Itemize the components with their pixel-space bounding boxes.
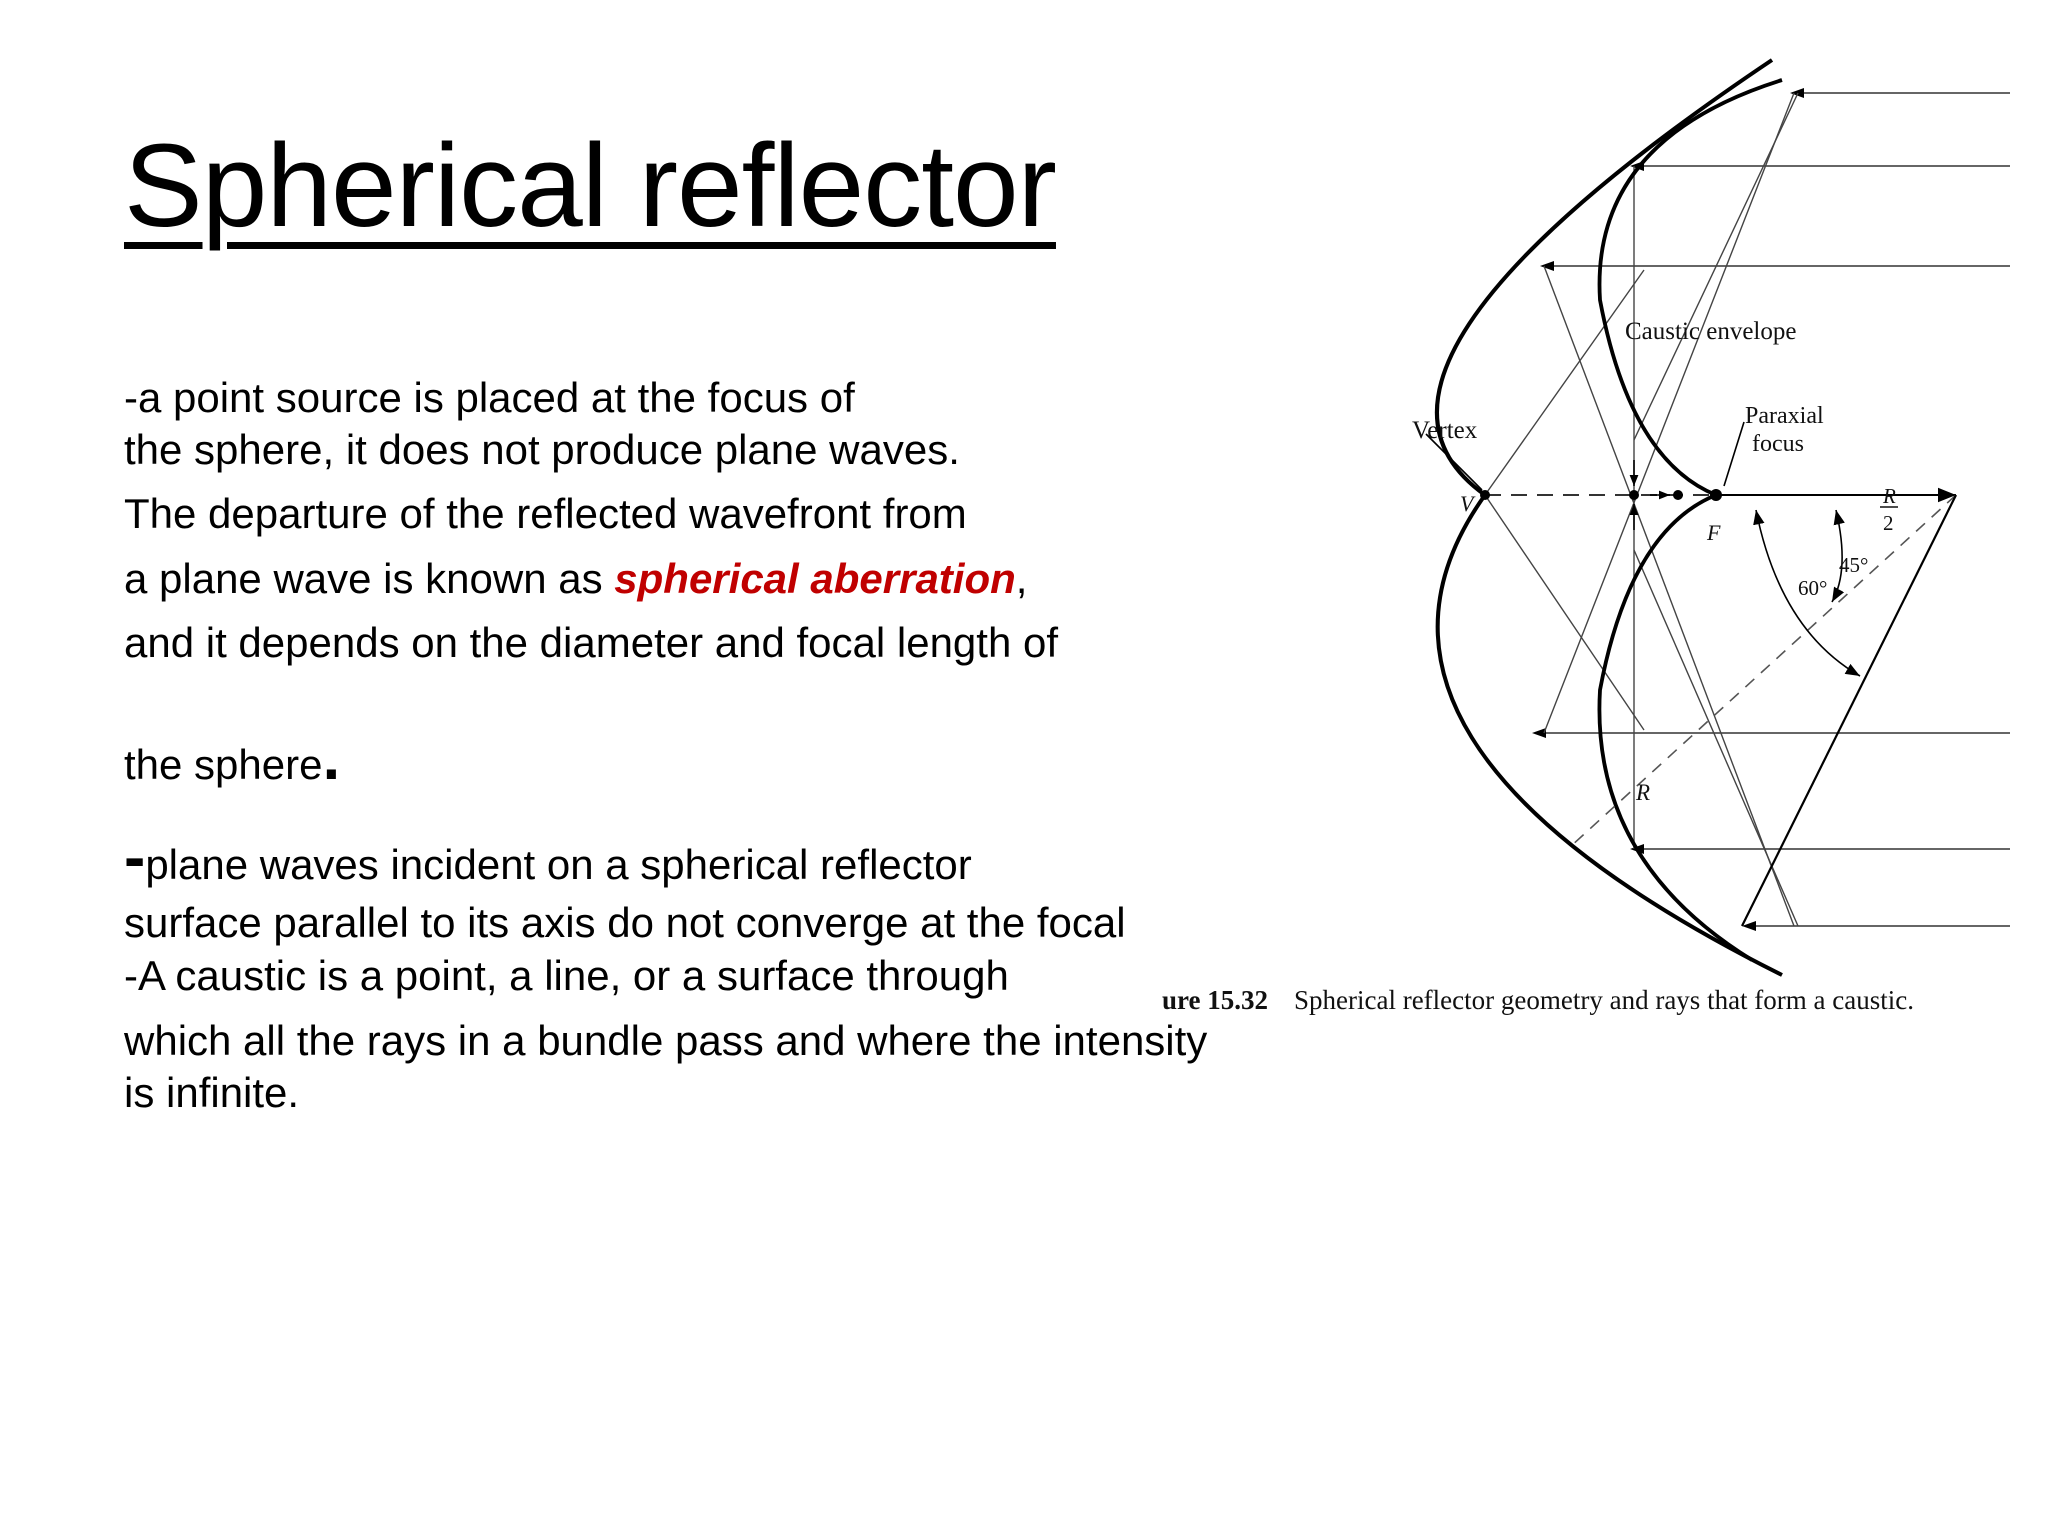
angle-60-label: 60° bbox=[1798, 576, 1828, 600]
paragraph-2-line-4: which all the rays in a bundle pass and where the intensity bbox=[124, 1017, 1208, 1064]
paragraph-2-line-2: surface parallel to its axis do not converge at the focal bbox=[124, 899, 1126, 946]
mirror-surface bbox=[1437, 60, 1782, 975]
paragraph-2-dash: - bbox=[124, 821, 146, 893]
paraxial-label-line-1: Paraxial bbox=[1745, 403, 1824, 429]
incident-rays-bottom bbox=[1540, 733, 2010, 926]
reflector-diagram bbox=[1160, 40, 2010, 1030]
paraxial-leader bbox=[1724, 422, 1744, 486]
paragraph-1-line-5: and it depends on the diameter and focal length of bbox=[124, 619, 1059, 666]
f-label: F bbox=[1707, 520, 1721, 545]
line-6-period: . bbox=[322, 721, 341, 793]
v-label: V bbox=[1460, 491, 1474, 516]
paragraph-1-line-3: The departure of the reflected wavefront from bbox=[124, 490, 967, 537]
figure-number: ure 15.32 bbox=[1162, 985, 1268, 1015]
figure-caption-text: Spherical reflector geometry and rays that form a caustic. bbox=[1294, 985, 1914, 1015]
line-4-prefix: a plane wave is known as bbox=[124, 555, 615, 602]
radius-dashed bbox=[1570, 495, 1956, 847]
paragraph-1-line-1: -a point source is placed at the focus of bbox=[124, 374, 855, 421]
spherical-reflector-figure bbox=[1160, 40, 2010, 1030]
line-4-suffix: , bbox=[1015, 555, 1028, 602]
paragraph-2-line-5: is infinite. bbox=[124, 1069, 300, 1116]
r-over-2-numerator: R bbox=[1883, 484, 1896, 508]
angle-45-label: 45° bbox=[1839, 553, 1869, 577]
slide-title: Spherical reflector bbox=[124, 120, 1056, 252]
incident-rays-top bbox=[1548, 93, 2010, 266]
ray-arrowheads bbox=[1532, 88, 1804, 931]
spherical-aberration-term: spherical aberration bbox=[614, 555, 1016, 602]
caustic-envelope-label: Caustic envelope bbox=[1625, 318, 1797, 345]
paragraph-2-line-1-text: plane waves incident on a spherical reflector bbox=[145, 841, 972, 888]
figure-caption bbox=[1162, 985, 1914, 1016]
line-6-text: the sphere bbox=[124, 741, 323, 788]
r-label: R bbox=[1636, 780, 1651, 805]
vertex-label: Vertex bbox=[1412, 417, 1478, 444]
paragraph-1-line-2: the sphere, it does not produce plane waves. bbox=[124, 426, 960, 473]
paragraph-2-line-3: -A caustic is a point, a line, or a surface through bbox=[124, 952, 1009, 999]
paraxial-label-line-2: focus bbox=[1752, 431, 1804, 457]
r-over-2-denominator: 2 bbox=[1883, 511, 1894, 535]
